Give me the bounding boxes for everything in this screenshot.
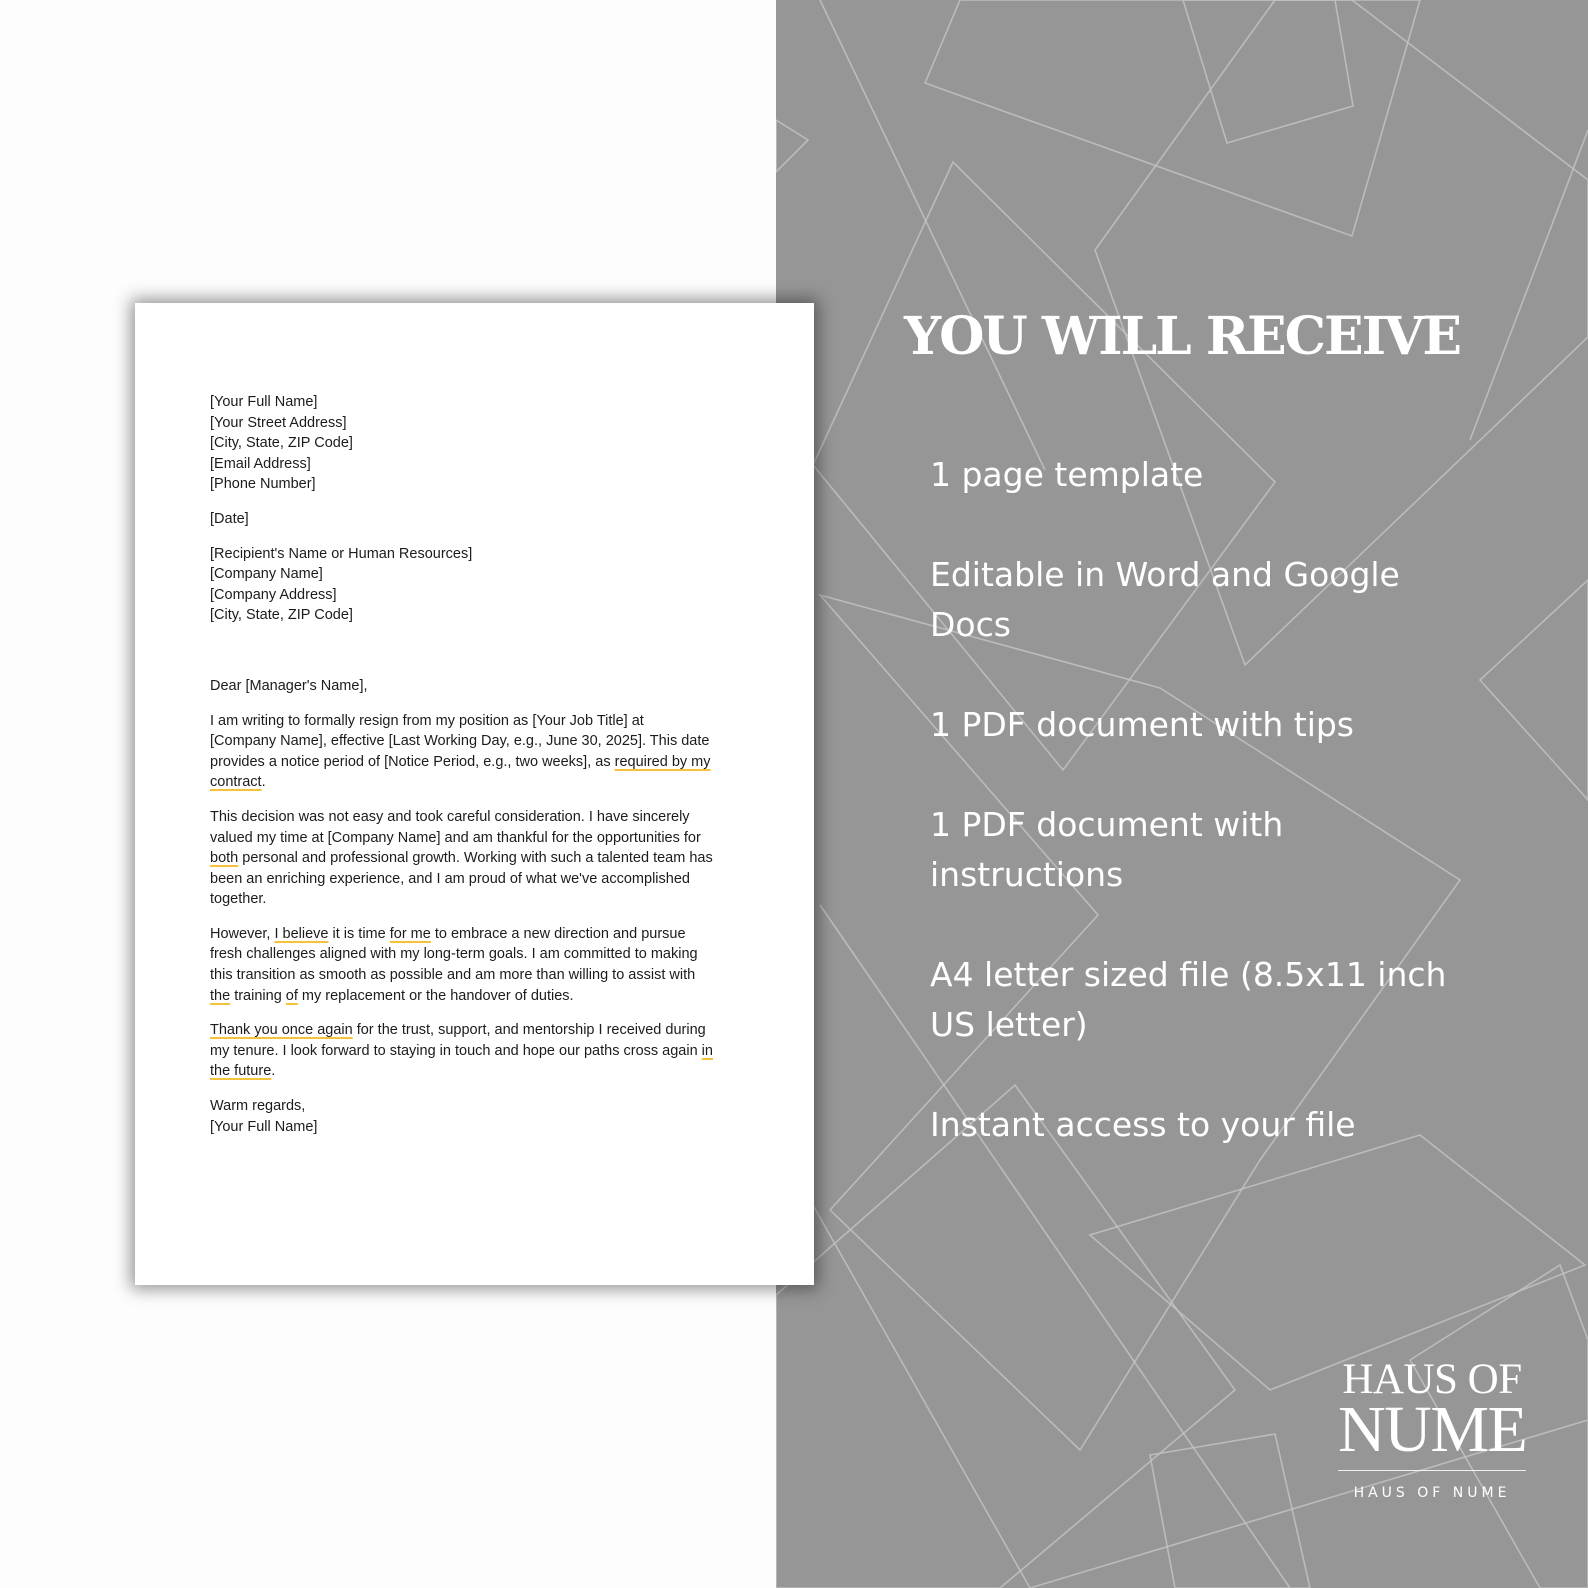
paragraph-line	[210, 752, 755, 773]
sender-line: [Your Full Name]	[210, 394, 318, 410]
brand-logo-main: NUME	[1338, 1393, 1527, 1466]
grammar-suggestion-underline: required by my	[614, 753, 711, 770]
resignation-letter-page	[135, 303, 814, 1285]
feature-item: Instant access to your file	[930, 1105, 1356, 1144]
recipient-address	[210, 544, 755, 626]
paragraph-line	[210, 986, 755, 1007]
feature-item: 1 page template	[930, 455, 1204, 494]
grammar-suggestion-underline: the	[210, 987, 231, 1004]
paragraph-line	[210, 924, 755, 945]
brand-logo-subtitle: HAUS OF NUME	[1353, 1485, 1511, 1501]
paragraph-line	[210, 1020, 755, 1041]
sender-line: [City, State, ZIP Code]	[210, 435, 353, 452]
paragraph-line	[210, 1041, 755, 1062]
text-run: my tenure. I look forward to staying in touch and hope our paths cross again	[210, 1042, 702, 1059]
grammar-suggestion-underline: of	[285, 987, 298, 1004]
feature-item: 1 PDF document with instructions	[930, 805, 1284, 894]
brand-divider	[1338, 1470, 1526, 1471]
grammar-suggestion-underline: the future	[210, 1063, 272, 1080]
section-heading: YOU WILL RECEIVE	[904, 306, 1460, 367]
text-run: to embrace a new direction and pursue	[430, 925, 686, 942]
date-line: [Date]	[210, 510, 249, 527]
grammar-suggestion-underline: for me	[389, 925, 431, 942]
recipient-line: [Recipient's Name or Human Resources]	[210, 545, 473, 562]
sender-line: [Phone Number]	[210, 476, 316, 493]
text-run: personal and professional growth. Working with such a talented team has	[238, 850, 713, 867]
salutation	[210, 676, 755, 697]
signature-line: [Your Full Name]	[210, 1118, 318, 1135]
feature-list	[930, 450, 1490, 1200]
text-run: my replacement or the handover of duties.	[297, 987, 574, 1004]
text-run: .	[261, 774, 266, 791]
brand-logo-top: HAUS OF	[1342, 1356, 1522, 1403]
sender-address	[210, 392, 755, 495]
paragraph-line	[210, 1061, 755, 1082]
paragraph-line: fresh challenges aligned with my long-term goals. I am committed to making	[210, 946, 698, 963]
recipient-line: [Company Name]	[210, 566, 323, 583]
paragraph-line: This decision was not easy and took careful consideration. I have sincerely	[210, 808, 690, 825]
text-run: .	[271, 1063, 276, 1080]
text-run: However,	[210, 925, 275, 942]
feature-item: 1 PDF document with tips	[930, 705, 1355, 744]
paragraph-4	[210, 1020, 755, 1082]
paragraph-3	[210, 924, 755, 1006]
grammar-suggestion-underline: I believe	[274, 925, 329, 942]
paragraph-line	[210, 772, 755, 793]
paragraph-line: been an enriching experience, and I am proud of what we've accomplished	[210, 870, 690, 887]
recipient-line: [Company Address]	[210, 586, 337, 603]
letter-date	[210, 509, 755, 530]
brand-logo	[1338, 1356, 1527, 1501]
paragraph-line: [Company Name], effective [Last Working Day, e.g., June 30, 2025]. This date	[210, 733, 710, 750]
text-run: provides a notice period of [Notice Period, e.g., two weeks], as	[210, 753, 615, 770]
closing-line: Warm regards,	[210, 1098, 306, 1115]
feature-item: Editable in Word and Google Docs	[930, 555, 1400, 644]
grammar-suggestion-underline: both	[210, 850, 239, 867]
letter-body	[210, 392, 755, 1137]
grammar-suggestion-underline: in	[701, 1042, 713, 1059]
recipient-line: [City, State, ZIP Code]	[210, 607, 353, 624]
sign-off	[210, 1096, 755, 1137]
text-run: for the trust, support, and mentorship I received during	[352, 1022, 706, 1039]
sender-line: [Your Street Address]	[210, 414, 347, 431]
paragraph-line: together.	[210, 891, 267, 908]
text-run: training	[230, 987, 286, 1004]
paragraph-1	[210, 711, 755, 793]
salutation-text: Dear [Manager's Name],	[210, 677, 368, 694]
paragraph-line	[210, 848, 755, 869]
paragraph-line: I am writing to formally resign from my position as [Your Job Title] at	[210, 712, 644, 729]
sender-line: [Email Address]	[210, 455, 311, 472]
feature-item: A4 letter sized file (8.5x11 inch US letter)	[930, 955, 1447, 1044]
paragraph-line: valued my time at [Company Name] and am thankful for the opportunities for	[210, 829, 701, 846]
text-run: it is time	[328, 925, 390, 942]
paragraph-2	[210, 807, 755, 910]
grammar-suggestion-underline: Thank you once again	[210, 1022, 353, 1039]
paragraph-line: this transition as smooth as possible and am more than willing to assist with	[210, 967, 696, 984]
grammar-suggestion-underline: contract	[210, 774, 262, 791]
